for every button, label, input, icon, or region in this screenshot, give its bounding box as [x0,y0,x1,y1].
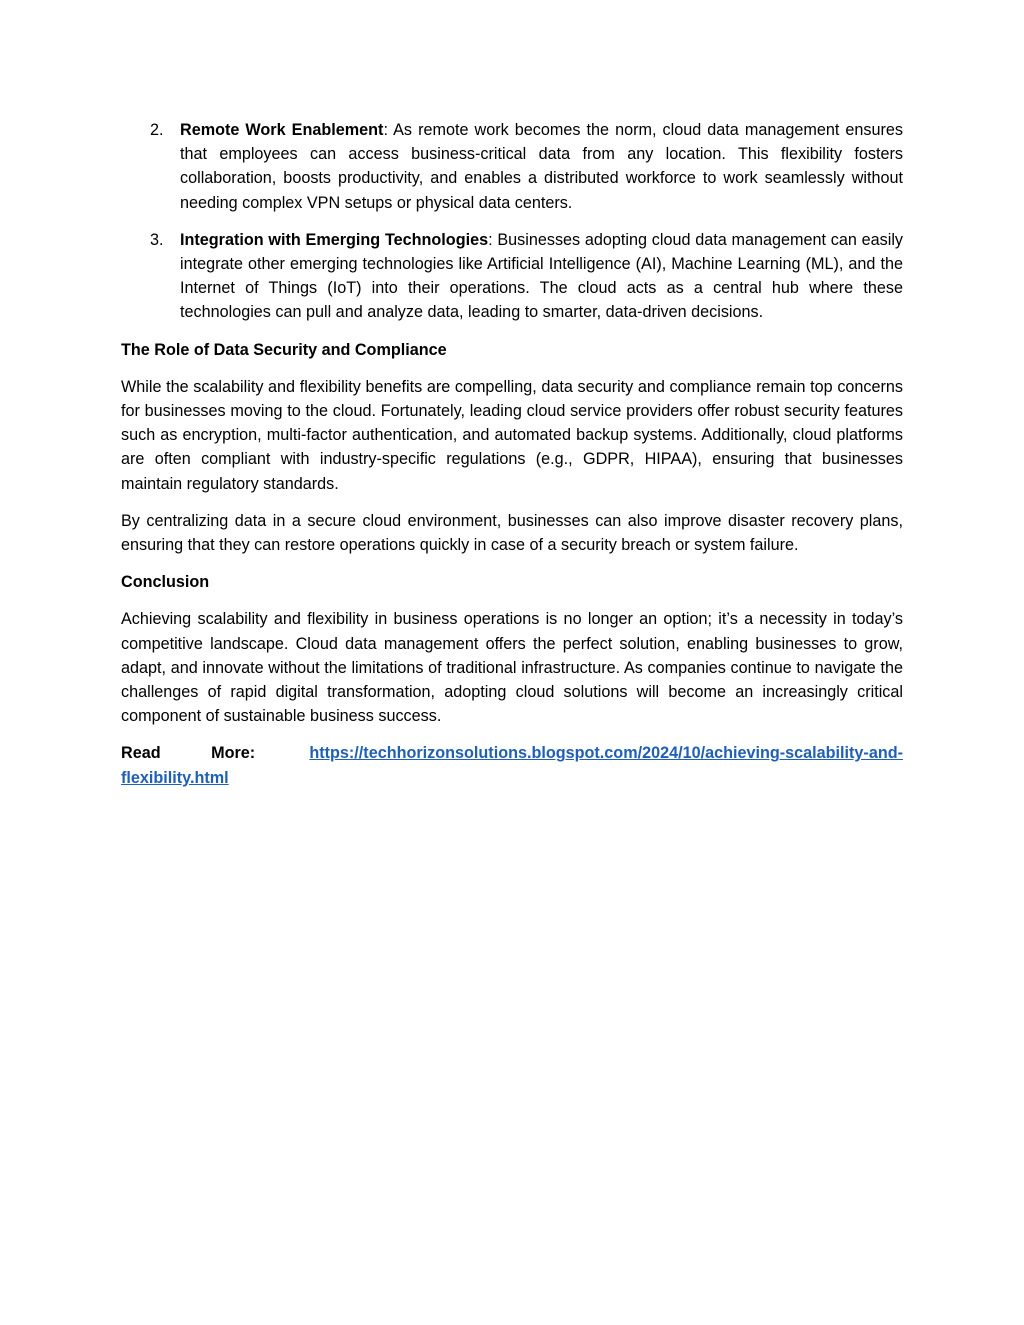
read-more-link[interactable]: https://techhorizonsolutions.blogspot.com/2024/10/achieving-scalability-and-flexibility.html [121,744,903,787]
conclusion-heading: Conclusion [121,573,210,592]
list-item-title: Remote Work Enablement [180,121,384,139]
read-more-line [121,741,903,789]
conclusion-paragraph: Achieving scalability and flexibility in business operations is no longer an option; it’s a necessity in today’s competitive landscape. Cloud data management offers the perfect solution, enabling businesses to grow, adapt, and innovate without the limitations of traditional infrastructure. As companies continue to navigate the challenges of rapid digital transformation, adopting cloud solutions will become an increasingly critical component of sustainable business success. [121,610,903,726]
document-page [121,118,903,790]
security-paragraph-2: By centralizing data in a secure cloud environment, businesses can also improve disaster recovery plans, ensuring that they can restore operations quickly in case of a security breach or system failure. [121,511,903,555]
list-item-number: 2. [150,121,164,139]
list-item-title: Integration with Emerging Technologies [180,230,489,249]
benefits-list [121,118,903,325]
security-paragraph-1: While the scalability and flexibility benefits are compelling, data security and compliance remain top concerns for businesses moving to the cloud. Fortunately, leading cloud service providers offer robust security features such as encryption, multi-factor authentication, and automated backup systems. Additionally, cloud platforms are often compliant with industry-specific regulations (e.g., GDPR, HIPAA), ensuring that businesses maintain regulatory standards. [121,377,903,493]
read-more-label: Read More: [121,744,256,763]
list-item-text: : Businesses adopting cloud data management can easily integrate other emerging technologies like Artificial Intelligence (AI), Machine Learning (ML), and the Internet of Things (IoT) into their operations. The cloud acts as a central hub where these technologies can pull and analyze data, leading to smarter, data-driven decisions. [180,230,904,322]
list-item [121,118,903,215]
list-item [121,228,903,325]
security-heading: The Role of Data Security and Compliance [121,340,447,359]
list-item-number: 3. [150,230,164,249]
list-item-text: : As remote work becomes the norm, cloud data management ensures that employees can access business-critical data from any location. This flexibility fosters collaboration, boosts productivity, and enables a distributed workforce to work seamlessly without needing complex VPN setups or physical data centers. [180,121,903,212]
